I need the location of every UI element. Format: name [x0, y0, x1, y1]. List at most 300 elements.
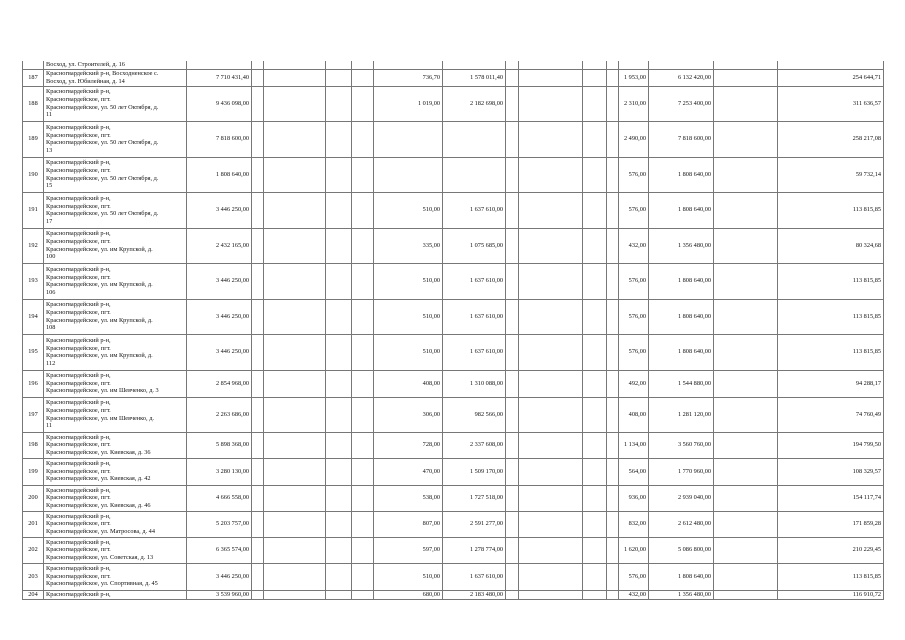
empty-cell — [583, 458, 607, 485]
empty-cell — [607, 458, 619, 485]
address-line: Красногвардейское, пгт. — [46, 494, 111, 502]
work-volume-2: 564,00 — [619, 458, 649, 485]
address-cell — [44, 511, 187, 537]
address-line: 108 — [46, 324, 56, 332]
empty-cell — [352, 485, 374, 511]
row-number — [23, 61, 44, 69]
total-cost: 3 446 250,00 — [187, 299, 252, 334]
value-last: 210 229,45 — [778, 537, 884, 563]
total-cost: 3 446 250,00 — [187, 263, 252, 299]
empty-cell — [607, 511, 619, 537]
empty-cell — [506, 61, 519, 69]
empty-cell — [607, 263, 619, 299]
empty-cell — [264, 263, 326, 299]
address-line: Восход, ул. Строителей, д. 16 — [46, 61, 125, 68]
address-line: 11 — [46, 422, 53, 430]
empty-cell — [252, 157, 264, 192]
empty-cell — [607, 228, 619, 263]
work-volume-2: 1 953,00 — [619, 69, 649, 86]
address-cell — [44, 432, 187, 458]
address-line: Красногвардейское, ул. Спортивная, д. 45 — [46, 580, 158, 588]
address-cell — [44, 61, 187, 69]
work-cost-1: 1 278 774,00 — [443, 537, 506, 563]
row-number: 197 — [23, 397, 44, 432]
work-volume-2: 492,00 — [619, 370, 649, 397]
address-cell — [44, 299, 187, 334]
address-line: Красногвардейское, ул. им Крупской, д. — [46, 281, 153, 289]
row-number: 194 — [23, 299, 44, 334]
value-last: 113 815,85 — [778, 299, 884, 334]
empty-cell — [607, 370, 619, 397]
row-number: 188 — [23, 86, 44, 121]
work-cost-1: 1 509 170,00 — [443, 458, 506, 485]
empty-cell — [506, 370, 519, 397]
empty-cell — [326, 121, 352, 157]
work-cost-1: 1 075 685,00 — [443, 228, 506, 263]
work-cost-1: 982 566,00 — [443, 397, 506, 432]
address-line: Красногвардейское, пгт. — [46, 167, 111, 174]
empty-cell — [352, 263, 374, 299]
empty-cell — [252, 334, 264, 370]
empty-cell — [506, 192, 519, 228]
empty-cell — [352, 432, 374, 458]
empty-cell — [506, 157, 519, 192]
empty-cell — [252, 563, 264, 590]
total-cost: 5 203 757,00 — [187, 511, 252, 537]
address-line: Красногвардейский р-н, — [46, 399, 111, 407]
value-last: 113 815,85 — [778, 192, 884, 228]
value-last: 74 760,49 — [778, 397, 884, 432]
work-volume-1: 538,00 — [374, 485, 443, 511]
empty-cell — [506, 458, 519, 485]
empty-cell — [583, 61, 607, 69]
address-cell — [44, 563, 187, 590]
address-line: Красногвардейское, ул. Киевская, д. 46 — [46, 501, 151, 509]
empty-cell — [583, 397, 607, 432]
address-line: Красногвардейское, ул. им Крупской, д. — [46, 352, 153, 360]
value-last: 194 799,50 — [778, 432, 884, 458]
empty-cell — [714, 370, 778, 397]
value-last: 113 815,85 — [778, 334, 884, 370]
total-cost: 9 436 098,00 — [187, 86, 252, 121]
address-cell — [44, 458, 187, 485]
address-line: Красногвардейский р-н, — [46, 590, 111, 598]
table-row — [23, 511, 884, 537]
empty-cell — [607, 563, 619, 590]
empty-cell — [607, 61, 619, 69]
work-volume-1 — [374, 157, 443, 192]
total-cost: 3 539 960,00 — [187, 590, 252, 599]
work-cost-2: 7 818 600,00 — [649, 121, 714, 157]
empty-cell — [264, 86, 326, 121]
table-row — [23, 86, 884, 121]
total-cost: 3 446 250,00 — [187, 563, 252, 590]
empty-cell — [506, 485, 519, 511]
row-number: 191 — [23, 192, 44, 228]
address-line: Красногвардейский р-н, — [46, 538, 111, 546]
work-cost-1 — [443, 121, 506, 157]
empty-cell — [326, 590, 352, 599]
empty-cell — [607, 86, 619, 121]
empty-cell — [607, 334, 619, 370]
empty-cell — [506, 121, 519, 157]
work-cost-2: 1 356 480,00 — [649, 228, 714, 263]
empty-cell — [506, 432, 519, 458]
empty-cell — [714, 86, 778, 121]
value-last: 113 815,85 — [778, 563, 884, 590]
empty-cell — [714, 192, 778, 228]
empty-cell — [714, 157, 778, 192]
empty-cell — [326, 485, 352, 511]
total-cost: 3 446 250,00 — [187, 334, 252, 370]
empty-cell — [252, 86, 264, 121]
empty-cell — [264, 228, 326, 263]
empty-cell — [326, 69, 352, 86]
work-cost-2: 1 281 120,00 — [649, 397, 714, 432]
empty-cell — [519, 61, 583, 69]
empty-cell — [326, 299, 352, 334]
work-cost-1: 2 182 698,00 — [443, 86, 506, 121]
work-cost-1: 2 337 608,00 — [443, 432, 506, 458]
empty-cell — [264, 61, 326, 69]
empty-cell — [583, 228, 607, 263]
empty-cell — [252, 458, 264, 485]
work-volume-1: 510,00 — [374, 563, 443, 590]
empty-cell — [714, 121, 778, 157]
empty-cell — [252, 228, 264, 263]
work-cost-1: 1 637 610,00 — [443, 334, 506, 370]
empty-cell — [352, 458, 374, 485]
empty-cell — [506, 511, 519, 537]
address-cell — [44, 397, 187, 432]
address-line: Красногвардейское, пгт. — [46, 344, 111, 352]
total-cost: 3 446 250,00 — [187, 192, 252, 228]
empty-cell — [607, 485, 619, 511]
work-cost-2: 1 770 960,00 — [649, 458, 714, 485]
address-cell — [44, 121, 187, 157]
work-cost-1: 1 310 088,00 — [443, 370, 506, 397]
empty-cell — [506, 563, 519, 590]
empty-cell — [506, 86, 519, 121]
empty-cell — [583, 432, 607, 458]
address-line: Красногвардейское, ул. 50 лет Октября, д. — [46, 103, 159, 111]
work-volume-2: 432,00 — [619, 590, 649, 599]
empty-cell — [583, 69, 607, 86]
work-cost-2: 6 132 420,00 — [649, 69, 714, 86]
empty-cell — [352, 370, 374, 397]
empty-cell — [252, 485, 264, 511]
work-volume-2: 408,00 — [619, 397, 649, 432]
total-cost: 4 666 558,00 — [187, 485, 252, 511]
value-last: 113 815,85 — [778, 263, 884, 299]
empty-cell — [326, 334, 352, 370]
value-last: 311 636,57 — [778, 86, 884, 121]
work-cost-2: 2 612 480,00 — [649, 511, 714, 537]
work-cost-1: 1 637 610,00 — [443, 263, 506, 299]
empty-cell — [583, 590, 607, 599]
work-volume-2: 1 134,00 — [619, 432, 649, 458]
address-cell — [44, 590, 187, 599]
work-cost-2: 1 544 880,00 — [649, 370, 714, 397]
work-volume-2: 576,00 — [619, 299, 649, 334]
work-cost-1 — [443, 61, 506, 69]
work-cost-2: 1 808 640,00 — [649, 563, 714, 590]
empty-cell — [519, 334, 583, 370]
empty-cell — [714, 299, 778, 334]
empty-cell — [252, 370, 264, 397]
work-volume-2: 936,00 — [619, 485, 649, 511]
address-line: Красногвардейское, пгт. — [46, 441, 111, 449]
address-line: Восход, ул. Юбилейная, д. 14 — [46, 77, 125, 85]
address-line: Красногвардейское, ул. им Шевченко, д. — [46, 414, 154, 422]
empty-cell — [326, 397, 352, 432]
empty-cell — [519, 299, 583, 334]
empty-cell — [607, 299, 619, 334]
empty-cell — [583, 86, 607, 121]
value-last: 258 217,08 — [778, 121, 884, 157]
address-line: Красногвардейский р-н, — [46, 460, 111, 468]
address-cell — [44, 157, 187, 192]
total-cost: 6 365 574,00 — [187, 537, 252, 563]
address-line: Красногвардейское, ул. Киевская, д. 42 — [46, 475, 151, 483]
row-number: 203 — [23, 563, 44, 590]
total-cost: 5 898 368,00 — [187, 432, 252, 458]
empty-cell — [264, 563, 326, 590]
empty-cell — [583, 485, 607, 511]
work-volume-1: 510,00 — [374, 192, 443, 228]
value-last: 116 910,72 — [778, 590, 884, 599]
work-volume-1: 470,00 — [374, 458, 443, 485]
empty-cell — [264, 485, 326, 511]
work-cost-2: 7 253 400,00 — [649, 86, 714, 121]
table-row — [23, 370, 884, 397]
empty-cell — [352, 397, 374, 432]
table-row — [23, 590, 884, 599]
work-volume-2: 2 490,00 — [619, 121, 649, 157]
work-volume-2: 576,00 — [619, 263, 649, 299]
address-line: Красногвардейское, ул. 50 лет Октября, д. — [46, 139, 159, 147]
address-line: Красногвардейский р-н, — [46, 301, 111, 309]
empty-cell — [264, 432, 326, 458]
value-last — [778, 61, 884, 69]
empty-cell — [583, 263, 607, 299]
address-line: Красногвардейское, ул. Советская, д. 13 — [46, 553, 154, 561]
empty-cell — [264, 157, 326, 192]
address-line: Красногвардейское, пгт. — [46, 309, 111, 316]
address-line: Красногвардейское, пгт. — [46, 96, 111, 103]
work-cost-1: 1 637 610,00 — [443, 299, 506, 334]
address-line: Красногвардейский р-н, — [46, 433, 111, 441]
empty-cell — [519, 511, 583, 537]
empty-cell — [607, 432, 619, 458]
empty-cell — [519, 563, 583, 590]
work-cost-2: 1 808 640,00 — [649, 263, 714, 299]
work-cost-2: 1 808 640,00 — [649, 299, 714, 334]
empty-cell — [326, 157, 352, 192]
empty-cell — [252, 511, 264, 537]
empty-cell — [583, 192, 607, 228]
value-last: 254 644,71 — [778, 69, 884, 86]
empty-cell — [714, 263, 778, 299]
empty-cell — [264, 397, 326, 432]
empty-cell — [714, 228, 778, 263]
work-cost-1: 1 637 610,00 — [443, 192, 506, 228]
work-cost-2: 5 086 800,00 — [649, 537, 714, 563]
work-volume-1: 306,00 — [374, 397, 443, 432]
value-last: 80 324,68 — [778, 228, 884, 263]
empty-cell — [264, 537, 326, 563]
empty-cell — [519, 228, 583, 263]
address-line: Красногвардейское, ул. 50 лет Октября, д. — [46, 210, 159, 218]
work-volume-2: 576,00 — [619, 192, 649, 228]
work-volume-2: 576,00 — [619, 157, 649, 192]
table-row — [23, 563, 884, 590]
address-line: Красногвардейское, ул. 50 лет Октября, д. — [46, 174, 159, 182]
empty-cell — [607, 157, 619, 192]
empty-cell — [252, 397, 264, 432]
address-cell — [44, 69, 187, 86]
empty-cell — [352, 590, 374, 599]
address-line: Красногвардейское, пгт. — [46, 546, 111, 554]
total-cost: 2 263 686,00 — [187, 397, 252, 432]
row-number: 195 — [23, 334, 44, 370]
empty-cell — [519, 432, 583, 458]
empty-cell — [519, 458, 583, 485]
empty-cell — [583, 537, 607, 563]
work-cost-2: 3 560 760,00 — [649, 432, 714, 458]
table-row — [23, 537, 884, 563]
total-cost — [187, 61, 252, 69]
empty-cell — [352, 69, 374, 86]
empty-cell — [607, 537, 619, 563]
row-number: 190 — [23, 157, 44, 192]
address-line: Красногвардейское, пгт. — [46, 467, 111, 475]
empty-cell — [326, 192, 352, 228]
work-volume-1 — [374, 121, 443, 157]
empty-cell — [252, 192, 264, 228]
empty-cell — [352, 537, 374, 563]
empty-cell — [352, 563, 374, 590]
empty-cell — [326, 228, 352, 263]
work-volume-2: 832,00 — [619, 511, 649, 537]
empty-cell — [326, 432, 352, 458]
empty-cell — [352, 334, 374, 370]
address-line: 13 — [46, 146, 53, 154]
empty-cell — [714, 563, 778, 590]
empty-cell — [714, 485, 778, 511]
row-number: 196 — [23, 370, 44, 397]
empty-cell — [264, 334, 326, 370]
address-cell — [44, 263, 187, 299]
table-row — [23, 263, 884, 299]
work-volume-1: 728,00 — [374, 432, 443, 458]
empty-cell — [519, 263, 583, 299]
work-volume-2 — [619, 61, 649, 69]
address-line: Красногвардейский р-н, — [46, 123, 111, 131]
value-last: 154 117,74 — [778, 485, 884, 511]
empty-cell — [714, 397, 778, 432]
table-row — [23, 157, 884, 192]
empty-cell — [583, 157, 607, 192]
empty-cell — [264, 69, 326, 86]
table-row — [23, 458, 884, 485]
work-volume-2: 2 310,00 — [619, 86, 649, 121]
register-table — [22, 61, 884, 600]
empty-cell — [252, 61, 264, 69]
empty-cell — [264, 590, 326, 599]
address-line: Красногвардейское, ул. им Крупской, д. — [46, 316, 153, 324]
table-row — [23, 121, 884, 157]
address-line: Красногвардейское, ул. Матросова, д. 44 — [46, 527, 155, 535]
empty-cell — [352, 86, 374, 121]
address-line: 100 — [46, 253, 56, 261]
table-row — [23, 432, 884, 458]
empty-cell — [352, 228, 374, 263]
row-number: 204 — [23, 590, 44, 599]
work-volume-1: 807,00 — [374, 511, 443, 537]
empty-cell — [252, 299, 264, 334]
empty-cell — [252, 121, 264, 157]
total-cost: 1 808 640,00 — [187, 157, 252, 192]
row-number: 189 — [23, 121, 44, 157]
work-cost-1: 1 727 518,00 — [443, 485, 506, 511]
empty-cell — [714, 334, 778, 370]
row-number: 199 — [23, 458, 44, 485]
empty-cell — [714, 69, 778, 86]
work-volume-1: 680,00 — [374, 590, 443, 599]
empty-cell — [352, 192, 374, 228]
address-line: 112 — [46, 359, 56, 367]
empty-cell — [519, 192, 583, 228]
address-line: Красногвардейский р-н, — [46, 372, 111, 380]
address-line: Красногвардейское, пгт. — [46, 572, 111, 580]
address-line: Красногвардейский р-н, — [46, 512, 111, 520]
empty-cell — [506, 334, 519, 370]
table-row — [23, 485, 884, 511]
address-line: Красногвардейский р-н, — [46, 486, 111, 494]
empty-cell — [714, 590, 778, 599]
value-last: 171 859,28 — [778, 511, 884, 537]
table-row — [23, 69, 884, 86]
work-volume-1 — [374, 61, 443, 69]
empty-cell — [252, 590, 264, 599]
work-cost-1: 1 637 610,00 — [443, 563, 506, 590]
address-line: Красногвардейское, пгт. — [46, 407, 111, 414]
work-volume-2: 432,00 — [619, 228, 649, 263]
address-line: Красногвардейское, пгт. — [46, 238, 111, 245]
work-cost-2 — [649, 61, 714, 69]
row-number: 202 — [23, 537, 44, 563]
empty-cell — [352, 61, 374, 69]
address-line: 15 — [46, 182, 53, 190]
total-cost: 2 854 968,00 — [187, 370, 252, 397]
empty-cell — [519, 157, 583, 192]
row-number: 187 — [23, 69, 44, 86]
empty-cell — [607, 590, 619, 599]
empty-cell — [326, 86, 352, 121]
work-volume-1: 1 019,00 — [374, 86, 443, 121]
address-line: 17 — [46, 217, 53, 225]
address-cell — [44, 485, 187, 511]
address-line: Красногвардейский р-н, — [46, 194, 111, 202]
empty-cell — [264, 121, 326, 157]
row-number: 200 — [23, 485, 44, 511]
empty-cell — [352, 121, 374, 157]
empty-cell — [264, 511, 326, 537]
address-cell — [44, 192, 187, 228]
empty-cell — [506, 228, 519, 263]
empty-cell — [506, 397, 519, 432]
